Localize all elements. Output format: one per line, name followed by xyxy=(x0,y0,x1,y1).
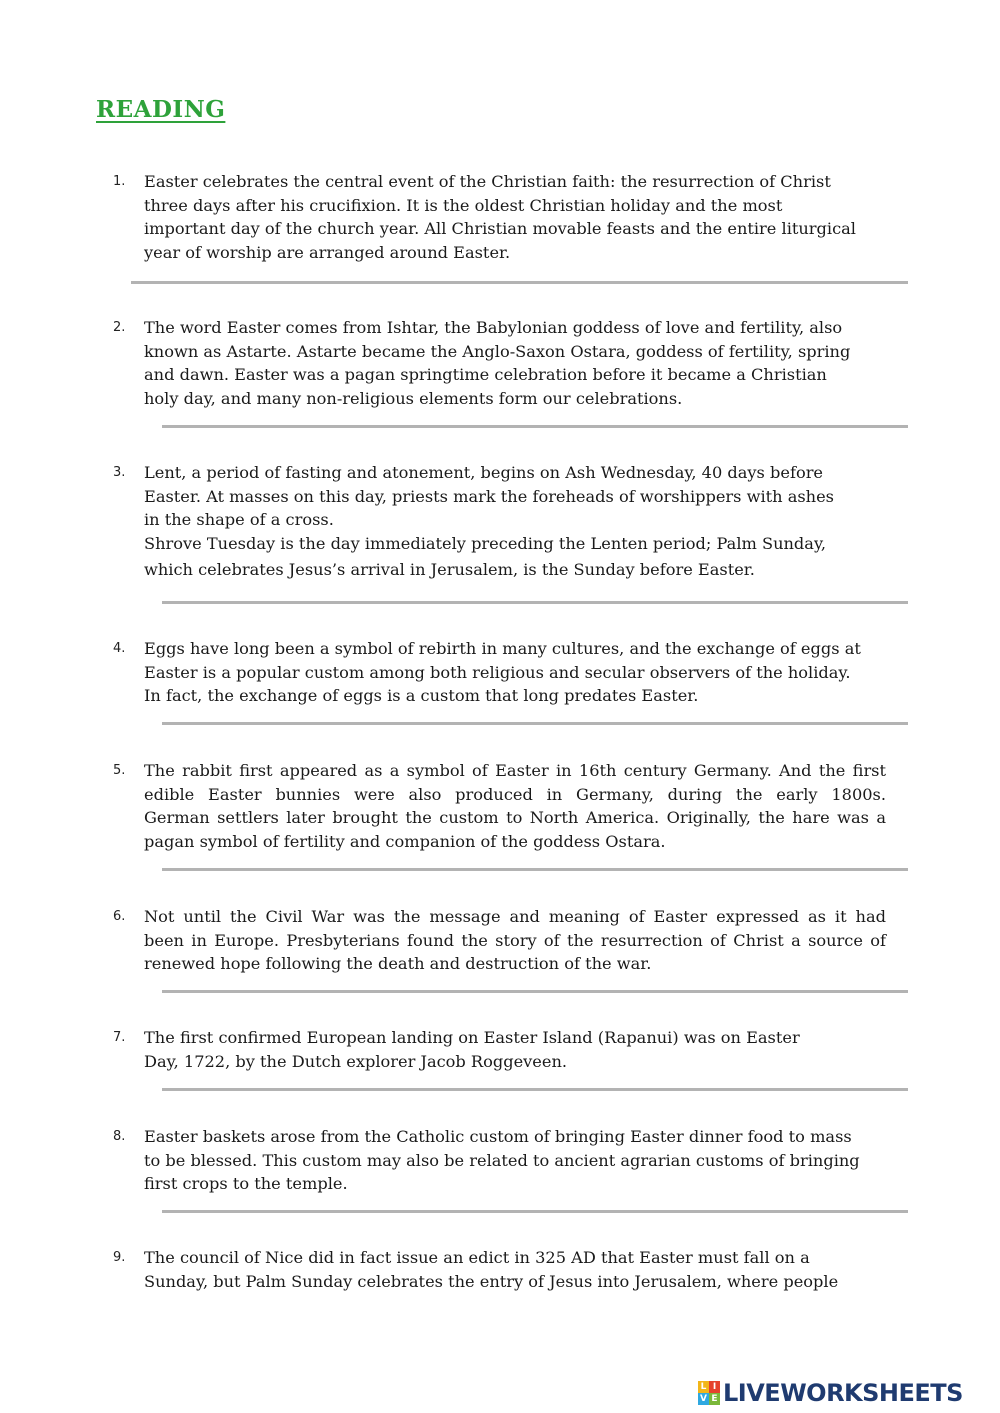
item-text xyxy=(144,316,886,410)
logo-letter: V xyxy=(698,1393,709,1405)
item-line: Eggs have long been a symbol of rebirth in many cultures, and the exchange of eggs at xyxy=(144,639,861,658)
item-line: The council of Nice did in fact issue an edict in 325 AD that Easter must fall on a xyxy=(144,1248,810,1267)
item-line: three days after his crucifixion. It is the oldest Christian holiday and the most xyxy=(144,195,783,215)
item-line: and dawn. Easter was a pagan springtime celebration before it became a Christian xyxy=(144,365,827,385)
answer-line-2[interactable] xyxy=(162,425,908,428)
item-text xyxy=(144,1246,886,1293)
item-line: Day, 1722, by the Dutch explorer Jacob Roggeveen. xyxy=(144,1051,568,1071)
item-line: first crops to the temple. xyxy=(144,1174,348,1194)
item-line: Easter is a popular custom among both religious and secular observers of the holiday. xyxy=(144,662,851,682)
item-line: Easter. At masses on this day, priests mark the foreheads of worshippers with ashes xyxy=(144,486,834,506)
liveworksheets-brand[interactable] xyxy=(698,1378,963,1408)
answer-line-5[interactable] xyxy=(162,868,908,871)
item-line: The rabbit first appeared as a symbol of Easter in 16th century Germany. And the first xyxy=(144,761,886,780)
item-text xyxy=(144,759,886,853)
item-line: in the shape of a cross. xyxy=(144,510,334,530)
item-line: The word Easter comes from Ishtar, the Babylonian goddess of love and fertility, also xyxy=(144,318,843,337)
answer-line-6[interactable] xyxy=(162,990,908,993)
item-text xyxy=(144,170,886,264)
item-line: Not until the Civil War was the message and meaning of Easter expressed as it had xyxy=(144,907,886,926)
liveworksheets-logo-icon xyxy=(698,1381,720,1405)
item-number: 3. xyxy=(113,465,126,480)
item-line: year of worship are arranged around Easter. xyxy=(144,242,511,262)
item-text xyxy=(144,637,886,708)
item-number: 9. xyxy=(113,1250,126,1265)
logo-letter: E xyxy=(709,1393,720,1405)
answer-line-8[interactable] xyxy=(162,1210,908,1213)
item-line: edible Easter bunnies were also produced in Germany, during the early 1800s. xyxy=(144,784,886,804)
item-line: Lent, a period of fasting and atonement, begins on Ash Wednesday, 40 days before xyxy=(144,463,824,482)
item-line: known as Astarte. Astarte became the Anglo-Saxon Ostara, goddess of fertility, spring xyxy=(144,341,851,361)
item-text xyxy=(144,1026,886,1073)
item-line: The first confirmed European landing on Easter Island (Rapanui) was on Easter xyxy=(144,1028,800,1047)
item-text xyxy=(144,1125,886,1196)
answer-line-1[interactable] xyxy=(131,281,908,284)
answer-line-4[interactable] xyxy=(162,722,908,725)
item-line: been in Europe. Presbyterians found the story of the resurrection of Christ a source of xyxy=(144,930,886,950)
item-number: 8. xyxy=(113,1129,126,1144)
item-line: Easter celebrates the central event of the Christian faith: the resurrection of Christ xyxy=(144,172,831,191)
logo-letter: I xyxy=(709,1381,720,1393)
item-text xyxy=(144,461,886,582)
item-number: 5. xyxy=(113,763,126,778)
item-number: 6. xyxy=(113,909,126,924)
answer-line-3[interactable] xyxy=(162,601,908,604)
item-line: Easter baskets arose from the Catholic custom of bringing Easter dinner food to mass xyxy=(144,1127,852,1146)
item-line: German settlers later brought the custom to North America. Originally, the hare was a xyxy=(144,808,886,828)
item-text xyxy=(144,905,886,976)
page-title: READING xyxy=(96,96,226,123)
item-line: to be blessed. This custom may also be related to ancient agrarian customs of bringing xyxy=(144,1150,860,1170)
brand-name: LIVEWORKSHEETS xyxy=(723,1379,963,1407)
item-line: pagan symbol of fertility and companion of the goddess Ostara. xyxy=(144,831,666,851)
logo-letter: L xyxy=(698,1381,709,1393)
item-number: 7. xyxy=(113,1030,126,1045)
item-number: 2. xyxy=(113,320,126,335)
item-line: important day of the church year. All Christian movable feasts and the entire liturgical xyxy=(144,219,856,239)
item-line: Shrove Tuesday is the day immediately preceding the Lenten period; Palm Sunday, xyxy=(144,533,827,553)
answer-line-7[interactable] xyxy=(162,1088,908,1091)
item-number: 1. xyxy=(113,174,126,189)
item-line: which celebrates Jesus’s arrival in Jerusalem, is the Sunday before Easter. xyxy=(144,560,755,580)
item-line: In fact, the exchange of eggs is a custom that long predates Easter. xyxy=(144,686,699,706)
item-number: 4. xyxy=(113,641,126,656)
item-line: holy day, and many non-religious elements form our celebrations. xyxy=(144,388,683,408)
item-line: renewed hope following the death and destruction of the war. xyxy=(144,954,652,974)
item-line: Sunday, but Palm Sunday celebrates the entry of Jesus into Jerusalem, where people xyxy=(144,1271,839,1291)
